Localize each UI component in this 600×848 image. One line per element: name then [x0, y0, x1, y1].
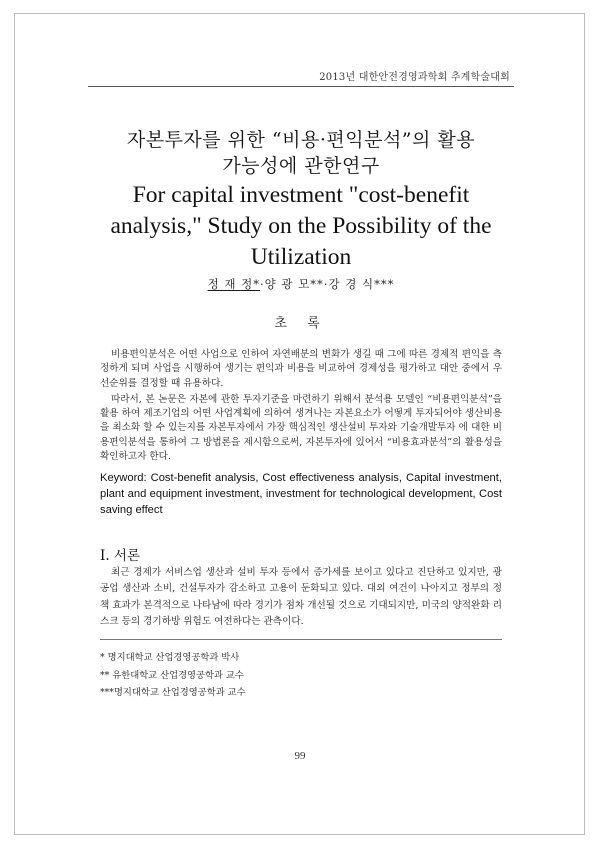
english-title-line-3: Utilization: [250, 244, 352, 270]
authors: [88, 276, 514, 292]
title-block: [88, 127, 514, 272]
header-rule: [88, 86, 514, 87]
footnote-2: ** 유한대학교 산업경영공학과 교수: [100, 669, 244, 681]
footnote-3: ***명지대학교 산업경영공학과 교수: [100, 687, 246, 698]
abstract: [100, 348, 502, 466]
english-title-line-1: For capital investment "cost-benefit: [132, 182, 470, 208]
running-header: 2013년 대한안전경영과학회 추계학술대회: [319, 72, 510, 83]
introduction-paragraph: 최근 경제가 서비스업 생산과 설비 투자 등에서 증가세를 보이고 있다고 진단하고 있지만, 광공업 생산과 소비, 건설투자가 감소하고 고용이 둔화되고 있다. 대외 여건이 나아지고 정부의 정책 효과가 본격적으로 나타남에 따라 경기가 점차 개선될 것으로 기대되지만, 미국의 양적완화 리스크 등의 경기하방 위험도 여전하다는 관측이다.: [100, 567, 502, 627]
abstract-paragraph-2: 따라서, 본 논문은 자본에 관한 투자기준을 마련하기 위해서 분석용 모델인 “비용편익분석”을 활용 하여 제조기업의 어떤 사업계획에 의하여 생겨나는 자본요소가 어떻게 투자되어야 생산비용을 최소화 할 수 있는지를 자본투자에서 가장 핵심적인 생산설비 투자와 기술개발투자 에 대한 비용편익분석을 통하여 그 방법론을 제시함으로써, 자본투자에 있어서 “비용효과분석”의 활용성을 확인하고자 한다.: [100, 393, 502, 463]
co-authors: ·양 광 모**·강 경 식***: [260, 277, 395, 291]
korean-title-line-2: 가능성에 관한연구: [222, 155, 380, 177]
abstract-heading: 초 록: [274, 316, 328, 331]
footnotes: [100, 649, 502, 702]
section-body: [100, 565, 502, 630]
first-author: 정 재 정*: [207, 277, 261, 291]
footnote-1: * 명지대학교 산업경영공학과 박사: [100, 652, 240, 663]
keywords: Keyword: Cost-benefit analysis, Cost effectiveness analysis, Capital investment, plant and equipment investment, investment for technological development, Cost saving effect: [100, 472, 502, 516]
section-heading-introduction: Ⅰ. 서론: [100, 548, 140, 564]
footnote-rule: [100, 639, 502, 640]
english-title-line-2: analysis," Study on the Possibility of the: [110, 213, 492, 239]
page-number: 99: [294, 750, 306, 762]
abstract-paragraph-1: 비용편익분석은 어떤 사업으로 인하여 자연배분의 변화가 생길 때 그에 따른 경제적 편익을 측정하게 되며 사업을 시행하여 생기는 편익과 비용을 비교하여 경제성을 평가하고 대안 중에서 우선순위를 결정할 때 유용하다.: [100, 349, 502, 389]
korean-title-line-1: 자본투자를 위한 “비용·편익분석”의 활용: [126, 129, 476, 151]
